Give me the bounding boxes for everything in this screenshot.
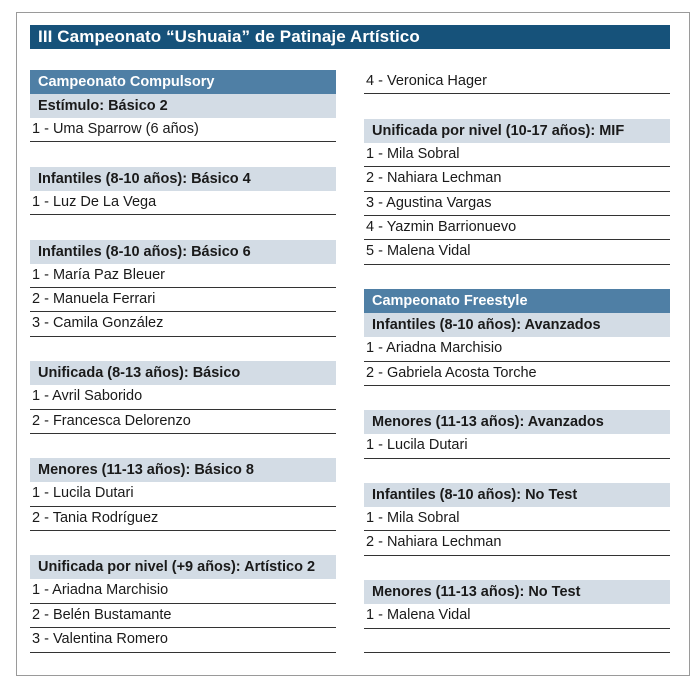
result-row: 1 - Malena Vidal [364,604,670,628]
category-header: Unificada (8-13 años): Básico [30,361,336,385]
section-header-freestyle: Campeonato Freestyle [364,289,670,313]
result-row: 1 - Lucila Dutari [30,482,336,506]
category-header: Unificada por nivel (10-17 años): MIF [364,119,670,143]
category-header: Infantiles (8-10 años): Básico 6 [30,240,336,264]
result-row: 1 - María Paz Bleuer [30,264,336,288]
category-header: Menores (11-13 años): No Test [364,580,670,604]
result-row: 1 - Mila Sobral [364,143,670,167]
category-header: Unificada por nivel (+9 años): Artístico 2 [30,555,336,579]
result-row: 1 - Uma Sparrow (6 años) [30,118,336,142]
result-row: 1 - Ariadna Marchisio [364,337,670,361]
result-row: 2 - Francesca Delorenzo [30,410,336,434]
result-row: 2 - Manuela Ferrari [30,288,336,312]
result-row: 3 - Agustina Vargas [364,192,670,216]
result-row: 3 - Valentina Romero [30,628,336,652]
result-row: 2 - Nahiara Lechman [364,531,670,555]
page-title: III Campeonato “Ushuaia” de Patinaje Artístico [30,25,670,49]
result-row: 2 - Nahiara Lechman [364,167,670,191]
result-row: 5 - Malena Vidal [364,240,670,264]
category-header: Infantiles (8-10 años): Básico 4 [30,167,336,191]
section-header-compulsory: Campeonato Compulsory [30,70,336,94]
category-header: Menores (11-13 años): Básico 8 [30,458,336,482]
result-row: 4 - Yazmin Barrionuevo [364,216,670,240]
result-row: 4 - Veronica Hager [364,70,670,94]
category-header: Infantiles (8-10 años): Avanzados [364,313,670,337]
result-row: 1 - Mila Sobral [364,507,670,531]
left-column [30,70,336,653]
result-row: 2 - Tania Rodríguez [30,507,336,531]
result-row: 2 - Gabriela Acosta Torche [364,362,670,386]
right-column [364,70,670,653]
result-row: 2 - Belén Bustamante [30,604,336,628]
result-row: 1 - Luz De La Vega [30,191,336,215]
category-header: Infantiles (8-10 años): No Test [364,483,670,507]
category-header: Estímulo: Básico 2 [30,94,336,118]
result-row: 1 - Lucila Dutari [364,434,670,458]
result-row: 3 - Camila González [30,312,336,336]
result-row: 1 - Avril Saborido [30,385,336,409]
result-row: 1 - Ariadna Marchisio [30,579,336,603]
empty-row [364,629,670,653]
category-header: Menores (11-13 años): Avanzados [364,410,670,434]
